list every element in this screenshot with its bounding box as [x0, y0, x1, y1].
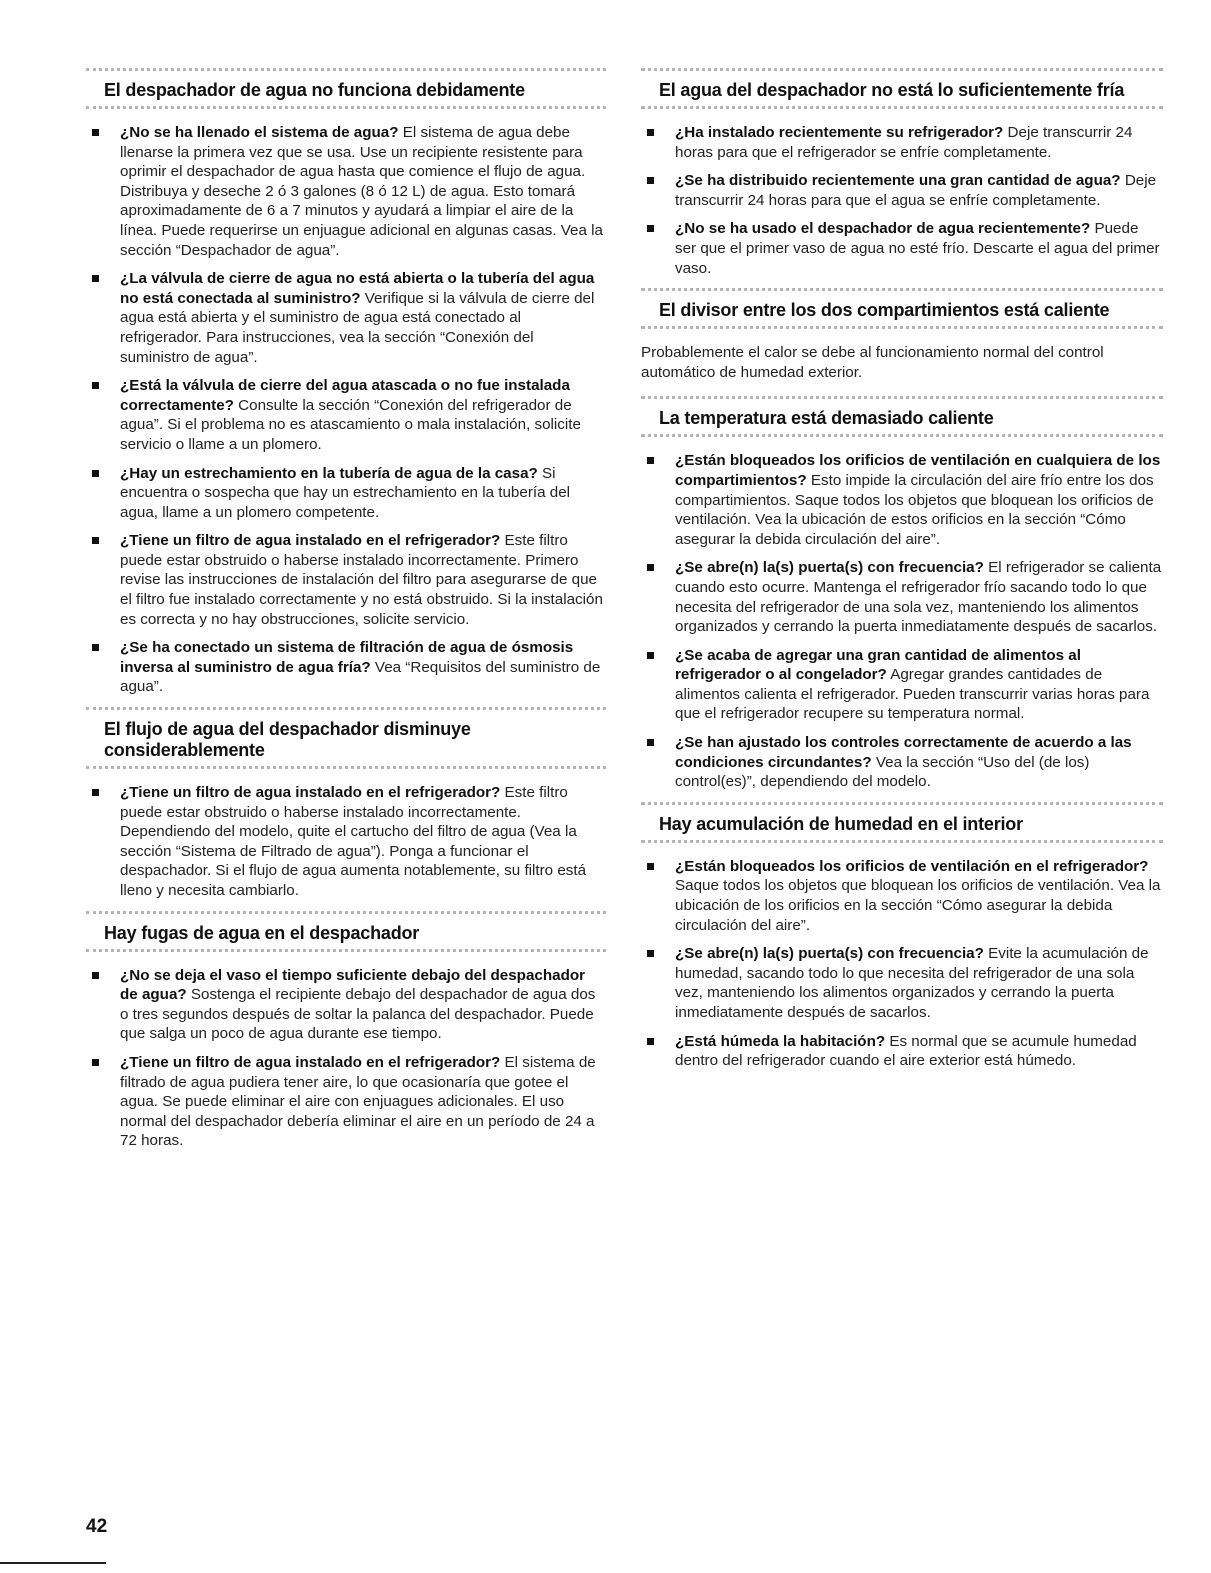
item-question: ¿No se ha llenado el sistema de agua?: [120, 124, 399, 141]
square-bullet-icon: [647, 225, 654, 232]
right-column: [641, 68, 1163, 1081]
item-question: ¿Está húmeda la habitación?: [675, 1032, 886, 1050]
square-bullet-icon: [647, 950, 654, 957]
item-question: ¿La válvula de cierre de agua no está abierta o la tubería del agua no está conectada al suministro?: [120, 270, 595, 307]
item-question: ¿Está la válvula de cierre del agua atascada o no fue instalada correctamente?: [120, 377, 570, 414]
square-bullet-icon: [92, 972, 99, 979]
square-bullet-icon: [647, 177, 654, 184]
item-question: ¿Tiene un filtro de agua instalado en el refrigerador?: [120, 1053, 501, 1071]
item-answer: El sistema de filtrado de agua pudiera tener aire, lo que ocasionaría que gotee el agua. Se puede eliminar el aire con enjuagues adicionales. El uso normal del despachador debería eliminar el aire en un período de 24 a 72 horas.: [120, 1053, 596, 1150]
item-question: ¿No se ha usado el despachador de agua recientemente?: [675, 220, 1091, 238]
section-paragraph: Probablemente el calor se debe al funcionamiento normal del control automático de humedad exterior.: [641, 344, 1104, 381]
item-answer: Este filtro puede estar obstruido o haberse instalado incorrectamente. Primero revise las instrucciones de instalación del filtro para asegurarse de que el filtro fue instalado correctamente y no está obstruido. Si la instalación es correcta y no hay obstrucciones, solicite servicio.: [120, 532, 603, 628]
section-header: [641, 396, 1163, 437]
list-item: [86, 966, 606, 1044]
section-header: [641, 288, 1163, 329]
section-title: El agua del despachador no está lo suficientemente fría: [659, 80, 1125, 100]
page-number: 42: [86, 1516, 108, 1537]
list-item: [86, 638, 606, 697]
square-bullet-icon: [92, 129, 99, 136]
square-bullet-icon: [92, 1059, 99, 1066]
section-header: [641, 802, 1163, 843]
list-item: [641, 733, 1163, 792]
item-answer: Vea la sección “Uso del (de los) control(es)”, dependiendo del modelo.: [675, 753, 1090, 791]
item-answer: Saque todos los objetos que bloquean los orificios de ventilación. Vea la ubicación de los orificios en la sección “Cómo asegurar la debida circulación del aire”.: [675, 877, 1161, 934]
section-dispenser-not-working: [86, 68, 606, 697]
item-answer: Es normal que se acumule humedad dentro del refrigerador cuando el aire exterior está húmedo.: [675, 1032, 1137, 1070]
item-answer: Deje transcurrir 24 horas para que el agua se enfríe completamente.: [675, 172, 1157, 209]
item-question: ¿Hay un estrechamiento en la tubería de agua de la casa?: [120, 464, 538, 482]
square-bullet-icon: [647, 1038, 654, 1045]
item-question: ¿Se acaba de agregar una gran cantidad de alimentos al refrigerador o al congelador?: [675, 646, 1081, 684]
square-bullet-icon: [647, 863, 654, 870]
list-item: [86, 123, 606, 260]
section-flow-decreases: [86, 707, 606, 901]
item-question: ¿Se ha conectado un sistema de filtración de agua de ósmosis inversa al suministro de agua fría?: [120, 639, 574, 676]
section-title: El divisor entre los dos compartimientos está caliente: [659, 300, 1110, 321]
square-bullet-icon: [92, 644, 99, 651]
item-question: ¿Se han ajustado los controles correctamente de acuerdo a las condiciones circundantes?: [675, 734, 1132, 771]
section-temperature-too-warm: [641, 396, 1163, 792]
square-bullet-icon: [92, 382, 99, 389]
item-answer: Sostenga el recipiente debajo del despachador de agua dos o tres segundos después de soltar la palanca del despachador. Puede que salga un poco de agua durante ese tiempo.: [120, 986, 596, 1043]
item-question: ¿Tiene un filtro de agua instalado en el refrigerador?: [120, 532, 501, 550]
item-question: ¿Se abre(n) la(s) puerta(s) con frecuencia?: [675, 945, 984, 963]
footer-rule: [0, 1562, 106, 1564]
item-answer: Verifique si la válvula de cierre del agua está abierta y el suministro de agua está conectado al refrigerador. Para instrucciones, vea la sección “Conexión del suministro de agua”.: [120, 289, 595, 366]
list-item: [86, 531, 606, 629]
list-item: [641, 857, 1163, 935]
item-question: ¿Tiene un filtro de agua instalado en el refrigerador?: [120, 784, 501, 802]
list-item: [86, 783, 606, 901]
list-item: [86, 1053, 606, 1151]
list-item: [641, 558, 1163, 636]
item-answer: Si encuentra o sospecha que hay un estrechamiento en la tubería del agua, llame a un plomero competente.: [120, 464, 571, 521]
list-item: [641, 123, 1163, 162]
section-dispenser-leaks: [86, 911, 606, 1151]
item-answer: Esto impide la circulación del aire frío entre los dos compartimientos. Saque todos los objetos que bloquean los orificios de ventilación. Vea la ubicación de estos orificios en la sección “Cómo asegurar la debida circulación del aire”.: [675, 471, 1154, 548]
item-answer: Evite la acumulación de humedad, sacando todo lo que necesita del refrigerador de una sola vez, manteniendo los alimentos organizados y cerrando la puerta inmediatamente después de sacarlos.: [675, 945, 1149, 1021]
item-answer: El sistema de agua debe llenarse la primera vez que se usa. Use un recipiente resistente para oprimir el despachador de agua hasta que comience el flujo de agua. Distribuya y deseche 2 ó 3 galones (8 ó 12 L) de agua. Esto tomará aproximadamente de 6 a 7 minutos y ayudará a limpiar el aire de la línea. Puede requerirse un enjuague adicional en algunas casas. Vea la sección “Despachador de agua”.: [120, 124, 603, 259]
list-item: [86, 269, 606, 367]
square-bullet-icon: [92, 537, 99, 544]
square-bullet-icon: [647, 739, 654, 746]
section-title: Hay acumulación de humedad en el interior: [659, 813, 1023, 834]
item-answer: El refrigerador se calienta cuando esto ocurre. Mantenga el refrigerador frío sacando todo lo que necesita del refrigerador de una sola vez, manteniendo los alimentos organizados y cerrando la puerta inmediatamente después de sacarlos.: [675, 559, 1162, 636]
square-bullet-icon: [92, 789, 99, 796]
section-water-not-cold: [641, 68, 1163, 278]
list-item: [86, 464, 606, 523]
item-answer: Agregar grandes cantidades de alimentos calienta el refrigerador. Pueden transcurrir varias horas para que el refrigerador recupere su temperatura normal.: [675, 666, 1150, 723]
list-item: [641, 219, 1163, 278]
item-question: ¿Se abre(n) la(s) puerta(s) con frecuencia?: [675, 559, 984, 577]
list-item: [641, 451, 1163, 549]
section-title: Hay fugas de agua en el despachador: [104, 922, 420, 943]
section-divider-warm: [641, 288, 1163, 382]
list-item: [641, 944, 1163, 1022]
item-answer: Puede ser que el primer vaso de agua no esté frío. Descarte el agua del primer vaso.: [675, 220, 1160, 277]
item-question: ¿Ha instalado recientemente su refrigerador?: [675, 124, 1004, 141]
list-item: [86, 376, 606, 454]
square-bullet-icon: [647, 457, 654, 464]
left-column: [86, 68, 606, 1161]
square-bullet-icon: [92, 470, 99, 477]
list-item: [641, 646, 1163, 724]
square-bullet-icon: [92, 275, 99, 282]
item-question: ¿Están bloqueados los orificios de ventilación en el refrigerador?: [675, 857, 1149, 875]
item-question: ¿Están bloqueados los orificios de ventilación en cualquiera de los compartimientos?: [675, 452, 1161, 489]
item-answer: Deje transcurrir 24 horas para que el refrigerador se enfríe completamente.: [675, 124, 1133, 161]
item-answer: Vea “Requisitos del suministro de agua”.: [120, 658, 601, 696]
square-bullet-icon: [647, 564, 654, 571]
section-header: [86, 68, 606, 109]
section-title: La temperatura está demasiado caliente: [659, 408, 994, 429]
item-question: ¿Se ha distribuido recientemente una gran cantidad de agua?: [675, 172, 1121, 190]
section-moisture-buildup: [641, 802, 1163, 1071]
list-item: [641, 171, 1163, 210]
section-header: [641, 68, 1163, 109]
square-bullet-icon: [647, 129, 654, 136]
item-answer: Consulte la sección “Conexión del refrigerador de agua”. Si el problema no es atascamiento o mala instalación, solicite servicio o llame a un plomero.: [120, 396, 581, 453]
section-title: El flujo de agua del despachador disminuye considerablemente: [104, 719, 471, 761]
square-bullet-icon: [647, 652, 654, 659]
section-header: [86, 911, 606, 952]
item-question: ¿No se deja el vaso el tiempo suficiente debajo del despachador de agua?: [120, 966, 586, 1004]
section-header: [86, 707, 606, 769]
item-answer: Este filtro puede estar obstruido o haberse instalado incorrectamente. Dependiendo del modelo, quite el cartucho del filtro de agua (Vea la sección “Sistema de Filtrado de agua”). Ponga a funcionar el despachador. Si el flujo de agua aumenta notablemente, su filtro está lleno y necesita cambiarlo.: [120, 784, 587, 899]
list-item: [641, 1032, 1163, 1071]
section-title: El despachador de agua no funciona debidamente: [104, 80, 525, 100]
